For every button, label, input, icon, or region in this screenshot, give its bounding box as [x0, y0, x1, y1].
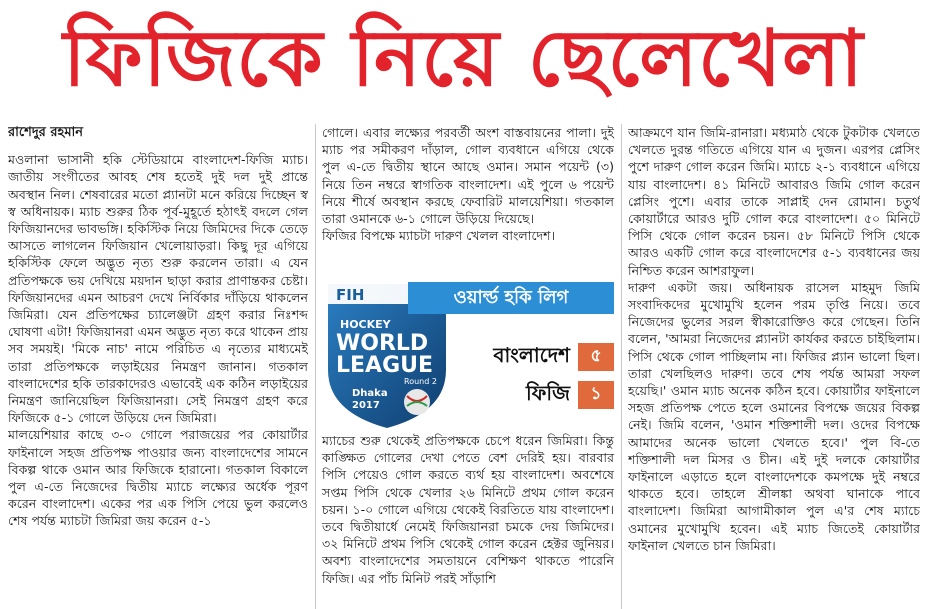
paragraph: মালয়েশিয়ার কাছে ৩-০ গোলে পরাজয়ের পর কোয়ার্টার ফাইনালে সহজ প্রতিপক্ষ পাওয়ার জন্য বাংলাদেশের সামনে বিকল্প থাকে ওমান আর ফিজিকে হারানো। গতকাল বিকালে পুল এ-তে নিজেদের দ্বিতীয় ম্যাচে লক্ষ্যের অর্ধেক পূরণ করেন বাংলাদেশ। একের পর এক পিসি পেয়ে ভুল করলেও শেষ পর্যন্ত ম্যাচটা জিমিরা জয় করেন ৫-১: [8, 427, 308, 529]
world-hockey-league-banner: ওয়ার্ল্ড হকি লিগ: [408, 282, 614, 314]
paragraph: ম্যাচের শুরু থেকেই প্রতিপক্ষকে চেপে ধরেন জিমিরা। কিন্তু কাঙ্ক্ষিত গোলের দেখা পেতে বেশ দেরিই হয়। বারবার পিসি পেয়েও গোল করতে ব্যর্থ হয় বাংলাদেশ। অবশেষে সপ্তম পিসি থেকে খেলার ২৬ মিনিটে প্রথম গোল করেন চয়ন। ১-০ গোলে এগিয়ে থেকেই বিরতিতে যায় বাংলাদেশ। তবে দ্বিতীয়ার্ধে নেমেই ফিজিয়ানরা চমকে দেয় জিমিদের। ৩২ মিনিটে প্রথম পিসি থেকেই গোল করেন হেক্টর জুনিয়র। অবশ্য বাংলাদেশের সমতায়নে বেশিক্ষণ থাকতে পারেনি ফিজি। এর পাঁচ মিনিট পরই সাঁড়াশি: [322, 433, 614, 586]
paragraph: আক্রমণে যান জিমি-রানারা। মধ্যমাঠ থেকে টুকটাক খেলতে খেলতে দুরন্ত গতিতে এগিয়ে যান এ দুজন। এরপর প্লেসিং পুশে দারুণ গোল করেন জিমি। ম্যাচে ২-১ ব্যবধানে এগিয়ে যায় বাংলাদেশ। ৪১ মিনিটে আবারও জিমি গোল করেন প্লেসিং পুশে। এবার তাকে সাপ্লাই দেন রোমান। চতুর্থ কোয়ার্টারে আরও দুটি গোল করে বাংলাদেশ। ৫০ মিনিটে পিসি থেকে গোল করেন চয়ন। ৫৮ মিনিটে পিসি থেকে আরও একটি গোল করে বাংলাদেশের ৫-১ ব্যবধানের জয় নিশ্চিত করেন আশরাফুল।: [628, 125, 920, 278]
headline: ফিজিকে নিয়ে ছেলেখেলা: [63, 14, 864, 104]
logo-city-text: Dhaka: [352, 388, 388, 399]
article-column-2-bottom: [322, 432, 614, 587]
team-name: ফিজি: [526, 380, 570, 405]
logo-round-text: Round 2: [404, 377, 437, 386]
fih-logo-text: FIH: [336, 286, 365, 304]
article-column-2-top: [322, 124, 614, 244]
team-name: বাংলাদেশ: [493, 342, 570, 367]
article-column-1: [8, 124, 308, 609]
paragraph: গোলে। এবার লক্ষ্যের পরবর্তী অংশ বাস্তবায়নের পালা। দুই ম্যাচ পর সমীকরণ দাঁড়াল, গোল ব্যবধানে এগিয়ে থেকে পুল এ-তে দ্বিতীয় স্থানে আছে ওমান। সমান পয়েন্ট (৩) নিয়ে তিন নম্বরে স্বাগতিক বাংলাদেশ। এই পুলে ৬ পয়েন্ট নিয়ে শীর্ষে অবস্থান করছে ফেবারিট মালয়েশিয়া। গতকাল তারা ওমানকে ৬-১ গোলে উড়িয়ে দিয়েছে।: [322, 125, 614, 227]
article-column-3: [628, 124, 920, 609]
column-divider: [315, 124, 316, 609]
logo-world-text: WORLD: [336, 331, 429, 356]
score-graphic: [322, 274, 614, 430]
score-row: [452, 340, 614, 374]
team-score: ৫: [578, 343, 614, 371]
logo-hockey-text: HOCKEY: [340, 318, 391, 331]
score-row: [452, 378, 614, 412]
team-score: ১: [578, 381, 614, 409]
logo-league-text: LEAGUE: [336, 353, 434, 378]
column-divider: [621, 124, 622, 609]
byline: রাশেদুর রহমান: [8, 125, 84, 140]
paragraph: ফিজির বিপক্ষে ম্যাচটা দারুণ খেলল বাংলাদেশ।: [322, 228, 556, 244]
paragraph: মওলানা ভাসানী হকি স্টেডিয়ামে বাংলাদেশ-ফিজি ম্যাচ। জাতীয় সংগীতের আবহ শেষ হতেই দুই দল দুই প্রান্তে অবস্থান নিল। শেষবারের মতো প্ল্যানটা মনে করিয়ে দিচ্ছেন স্ব স্ব অধিনায়ক। ম্যাচ শুরুর ঠিক পূর্ব-মুহূর্তে হঠাৎই বদলে গেল ফিজিয়ানদের ভাবভঙ্গি। হকিস্টিক নিয়ে জিমিদের দিকে তেড়ে আসতে লাগলেন ফিজিয়ান খেলোয়াড়রা। কিছু দূর এগিয়ে হকিস্টিক ফেলে অদ্ভুত নৃত্য শুরু করলেন তারা। এ যেন প্রতিপক্ষকে ভয় দেখিয়ে ময়দান ছাড়া করার প্রাণান্তকর চেষ্টা। ফিজিয়ানদের এমন আচরণ দেখে নির্বিকার দাঁড়িয়ে থাকলেন জিমিরা। যেন প্রতিপক্ষের চ্যালেঞ্জটা গ্রহণ করার নিঃশব্দ ঘোষণা এটা! ফিজিয়ানরা এমন অদ্ভুত নৃত্য করে থাকেন প্রায় সব সময়ই। 'মিকে নাচ' নামে পরিচিত এ নৃত্যের মাধ্যমেই তারা প্রতিপক্ষকে লড়াইয়ের নিমন্ত্রণ জানান। গতকাল বাংলাদেশের হকি তারকাদেরও এভাবেই এক কঠিন লড়াইয়ের নিমন্ত্রণ জানিয়েছিল ফিজিয়ানরা। সেই নিমন্ত্রণ গ্রহণ করে ফিজিকে ৫-১ গোলে উড়িয়ে দেন জিমিরা।: [8, 152, 308, 426]
paragraph: দারুণ একটা জয়। অধিনায়ক রাসেল মাহমুদ জিমি সংবাদিকদের মুখোমুখি হলেন পরম তৃপ্তি নিয়ে। তবে নিজেদের ভুলের সরল স্বীকারোক্তিও করে গেছেন। তিনি বলেন, 'আমরা নিজেদের প্ল্যানটা কার্যকর করতে চাইছিলাম। পিসি থেকে গোল পাচ্ছিলাম না। ফিজির প্ল্যান ভালো ছিল। তারা খেলছিলও দারুণ। তবে শেষ পর্যন্ত আমরা সফল হয়েছি।' ওমান ম্যাচ অনেক কঠিন হবে। কোয়ার্টার ফাইনালে সহজ প্রতিপক্ষ পেতে হলে ওমানের বিপক্ষে জয়ের বিকল্প নেই। জিমি বলেন, 'ওমান শক্তিশালী দল। ওদের বিপক্ষে আমাদের অনেক ভালো খেলতে হবে।' পুল বি-তে শক্তিশালী দল মিসর ও চীন। এই দুই দলকে কোয়ার্টার ফাইনালে এড়াতে হলে বাংলাদেশকে কমপক্ষে দুই নম্বরে থাকতে হবে। তাহলে শ্রীলঙ্কা অথবা ঘানাকে পাবে বাংলাদেশ। জিমিরা আগামীকাল পুল এ'র শেষ ম্যাচে ওমানের মুখোমুখি হবেন। এই ম্যাচ জিতেই কোয়ার্টার ফাইনাল খেলতে চান জিমিরা।: [628, 279, 920, 553]
logo-year-text: 2017: [352, 400, 380, 411]
